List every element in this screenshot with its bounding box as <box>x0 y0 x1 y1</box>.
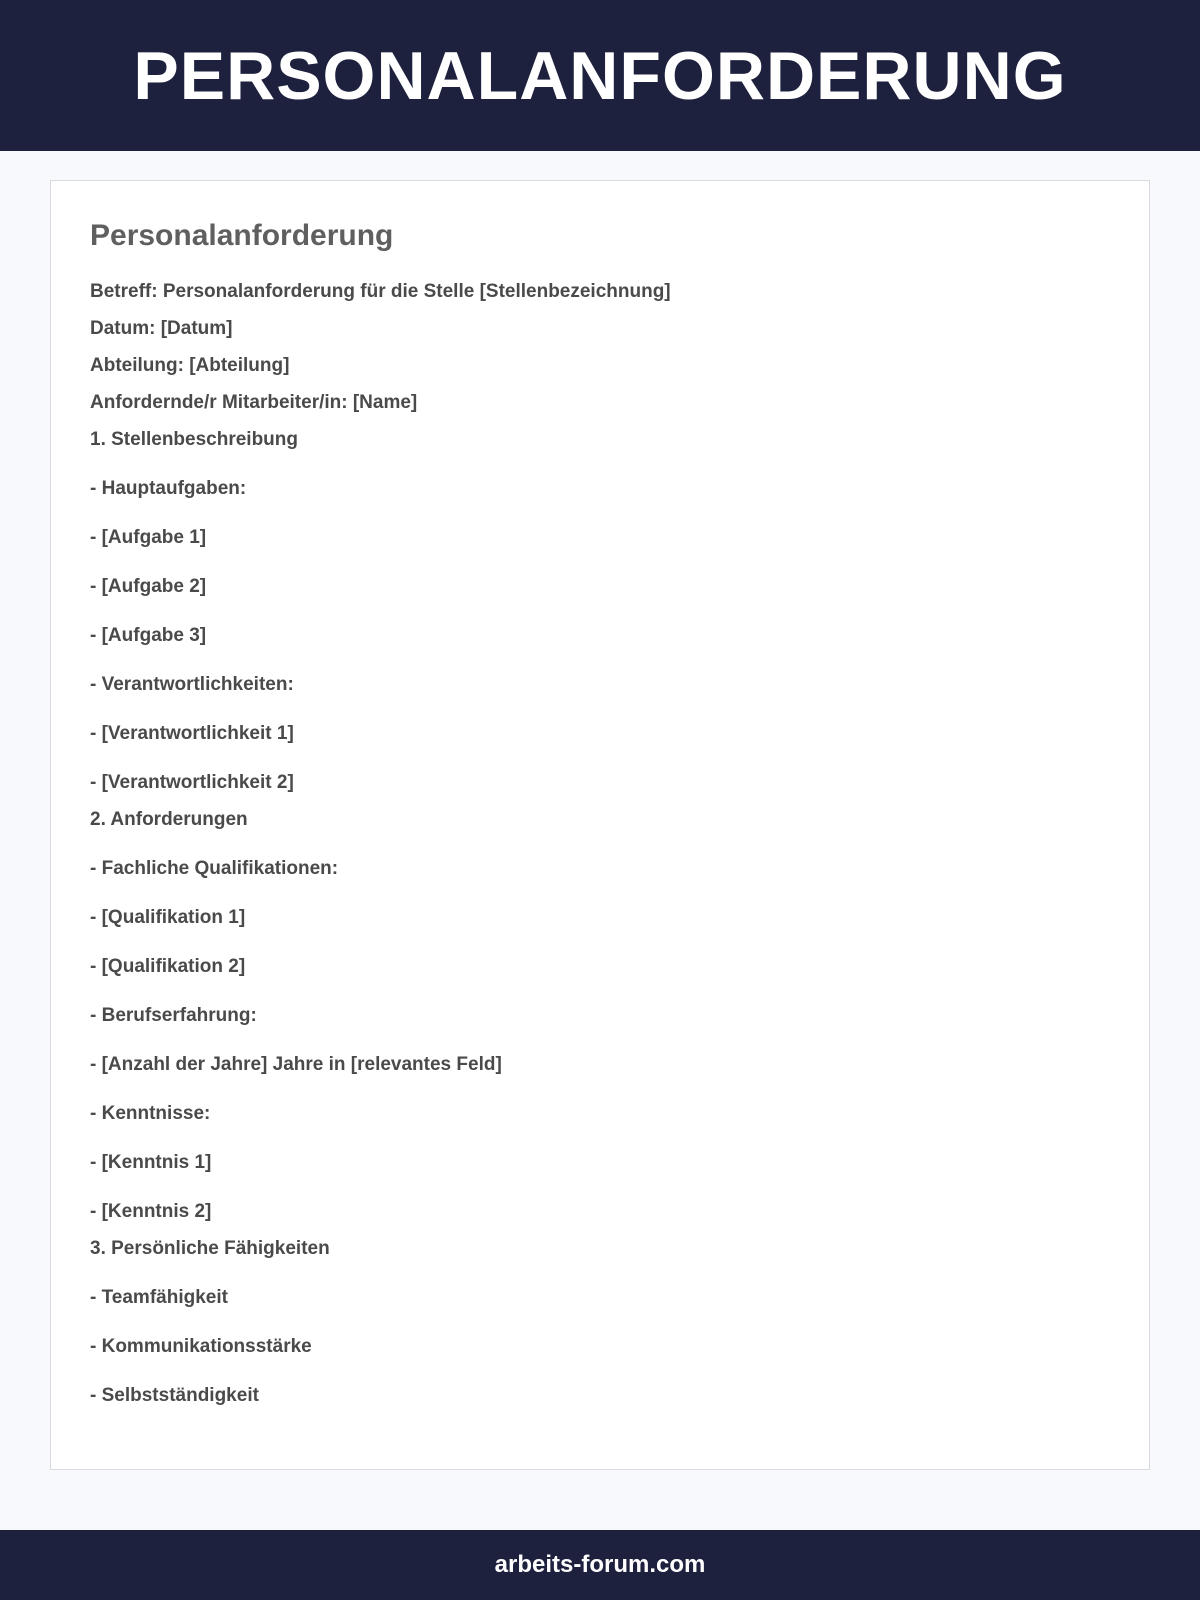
section-heading-requirements: 2. Anforderungen <box>90 809 248 830</box>
document-title: Personalanforderung <box>90 219 394 252</box>
page-footer <box>0 1530 1200 1600</box>
list-item: - [Aufgabe 2] <box>90 576 207 597</box>
list-item: - Kenntnisse: <box>90 1103 211 1124</box>
meta-department: Abteilung: [Abteilung] <box>90 355 290 376</box>
list-item: - Fachliche Qualifikationen: <box>90 858 339 879</box>
section-heading-personal-skills: 3. Persönliche Fähigkeiten <box>90 1238 330 1259</box>
list-item: - Hauptaufgaben: <box>90 478 247 499</box>
meta-date: Datum: [Datum] <box>90 318 233 339</box>
meta-subject: Betreff: Personalanforderung für die Stelle [Stellenbezeichnung] <box>90 281 671 302</box>
section-heading-job-description: 1. Stellenbeschreibung <box>90 429 298 450</box>
list-item: - [Kenntnis 1] <box>90 1152 212 1173</box>
header-title: PERSONALANFORDERUNG <box>133 37 1067 114</box>
list-item: - [Kenntnis 2] <box>90 1201 212 1222</box>
list-item: - [Qualifikation 1] <box>90 907 246 928</box>
page-header <box>0 0 1200 151</box>
meta-requester: Anfordernde/r Mitarbeiter/in: [Name] <box>90 392 418 413</box>
list-item: - [Aufgabe 1] <box>90 527 207 548</box>
list-item: - Kommunikationsstärke <box>90 1336 312 1357</box>
list-item: - Berufserfahrung: <box>90 1005 257 1026</box>
list-item: - [Anzahl der Jahre] Jahre in [relevantes Feld] <box>90 1054 502 1075</box>
list-item: - Verantwortlichkeiten: <box>90 674 294 695</box>
list-item: - [Verantwortlichkeit 1] <box>90 723 294 744</box>
footer-site-name: arbeits-forum.com <box>494 1551 706 1578</box>
list-item: - [Qualifikation 2] <box>90 956 246 977</box>
list-item: - [Verantwortlichkeit 2] <box>90 772 294 793</box>
list-item: - Selbstständigkeit <box>90 1385 259 1406</box>
list-item: - Teamfähigkeit <box>90 1287 228 1308</box>
list-item: - [Aufgabe 3] <box>90 625 207 646</box>
document-card <box>50 180 1150 1470</box>
